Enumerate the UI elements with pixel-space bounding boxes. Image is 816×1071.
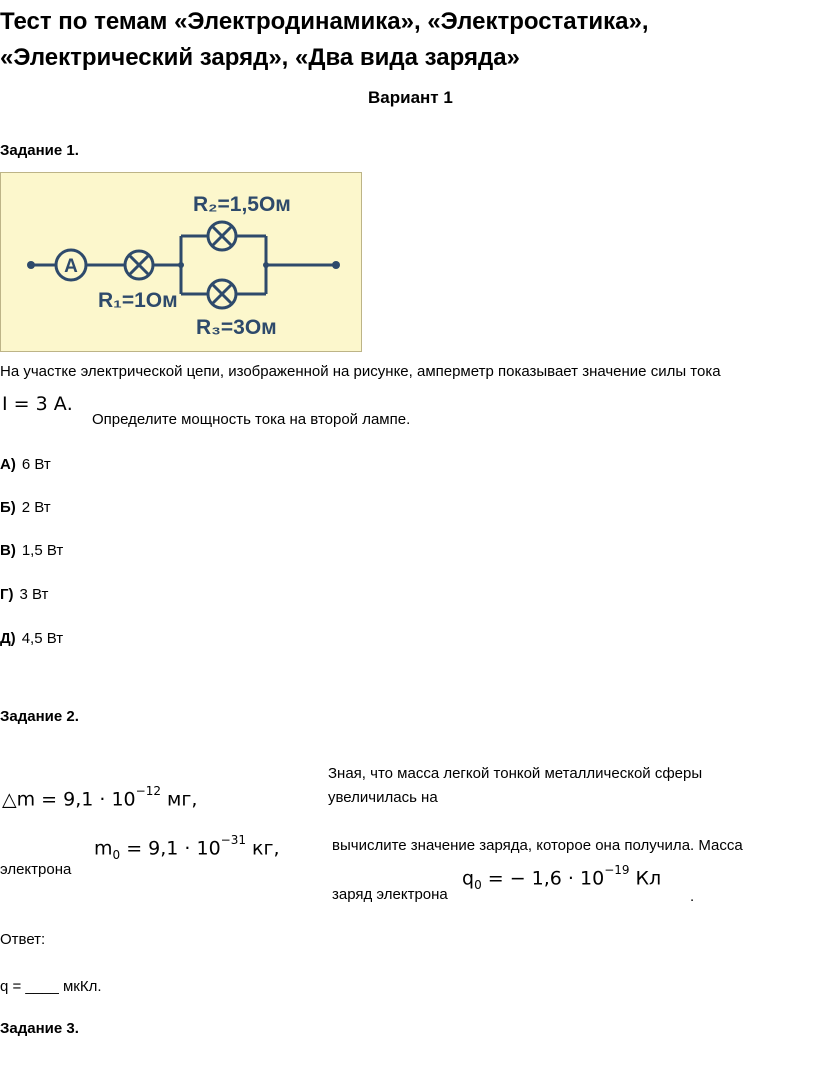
- formula-sub: 0: [474, 878, 482, 893]
- formula-main: = 9,1 · 10: [120, 837, 221, 860]
- task3-heading: Задание 3.: [0, 1020, 79, 1037]
- current-formula: I = 3 А.: [2, 393, 73, 415]
- electron-mass-formula: [94, 833, 280, 863]
- formula-period: .: [690, 888, 695, 905]
- electron-charge-formula: [462, 863, 662, 893]
- option-letter: Д): [0, 630, 16, 647]
- page-title: [0, 4, 810, 76]
- title-line-2: «Электрический заряд», «Два вида заряда»: [0, 44, 520, 71]
- formula-exp: −12: [135, 784, 161, 798]
- terminal-right: [332, 261, 340, 269]
- task1-text-line2: Определите мощность тока на второй лампе.: [92, 411, 411, 428]
- formula-exp: −19: [604, 863, 630, 877]
- option-letter: А): [0, 456, 16, 473]
- option-d[interactable]: [0, 586, 48, 603]
- option-b[interactable]: [0, 499, 51, 516]
- formula-sub: 0: [112, 848, 121, 863]
- option-text: 6 Вт: [21, 456, 51, 473]
- formula-sym: m: [94, 837, 113, 860]
- option-a[interactable]: [0, 456, 51, 473]
- node-left: [178, 262, 184, 268]
- circuit-figure: [0, 172, 362, 352]
- task2-text-charge: заряд электрона: [332, 886, 448, 903]
- circuit-diagram: [1, 173, 361, 351]
- task1-heading: Задание 1.: [0, 142, 79, 159]
- task2-text-b: вычислите значение заряда, которое она получила. Масса: [332, 837, 743, 854]
- option-text: 1,5 Вт: [21, 542, 64, 559]
- formula-exp: −31: [220, 833, 246, 847]
- title-line-1: Тест по темам «Электродинамика», «Электростатика»,: [0, 8, 649, 35]
- option-text: 4,5 Вт: [21, 630, 64, 647]
- option-letter: В): [0, 542, 16, 559]
- answer-line[interactable]: q = ____ мкКл.: [0, 978, 102, 995]
- option-e[interactable]: [0, 630, 63, 647]
- terminal-left: [27, 261, 35, 269]
- formula-unit: Кл: [629, 867, 662, 890]
- formula-main: △m = 9,1 · 10: [2, 788, 136, 811]
- option-letter: Б): [0, 499, 16, 516]
- r2-label: R₂=1,5Ом: [193, 193, 291, 216]
- formula-unit: мг,: [160, 788, 198, 811]
- r3-label: R₃=3Ом: [196, 316, 277, 339]
- option-c[interactable]: [0, 542, 63, 559]
- node-right: [263, 262, 269, 268]
- formula-main: = − 1,6 · 10: [481, 867, 605, 890]
- mass-increase-formula: [2, 784, 198, 811]
- task2-text-a-line1: Зная, что масса легкой тонкой металлической сферы: [328, 765, 703, 782]
- option-letter: Г): [0, 586, 14, 603]
- task2-text-a-line2: увеличилась на: [328, 789, 438, 806]
- option-text: 3 Вт: [19, 586, 49, 603]
- ammeter-label: A: [64, 256, 78, 277]
- task2-text-electron: электрона: [0, 861, 72, 878]
- task2-heading: Задание 2.: [0, 708, 79, 725]
- variant-heading: Вариант 1: [368, 88, 453, 107]
- formula-sym: q: [462, 867, 475, 890]
- task1-text-line1: На участке электрической цепи, изображенной на рисунке, амперметр показывает значение силы тока: [0, 363, 721, 380]
- answer-label: Ответ:: [0, 931, 46, 948]
- r1-label: R₁=1Ом: [98, 289, 178, 312]
- formula-unit: кг,: [246, 837, 280, 860]
- option-text: 2 Вт: [21, 499, 51, 516]
